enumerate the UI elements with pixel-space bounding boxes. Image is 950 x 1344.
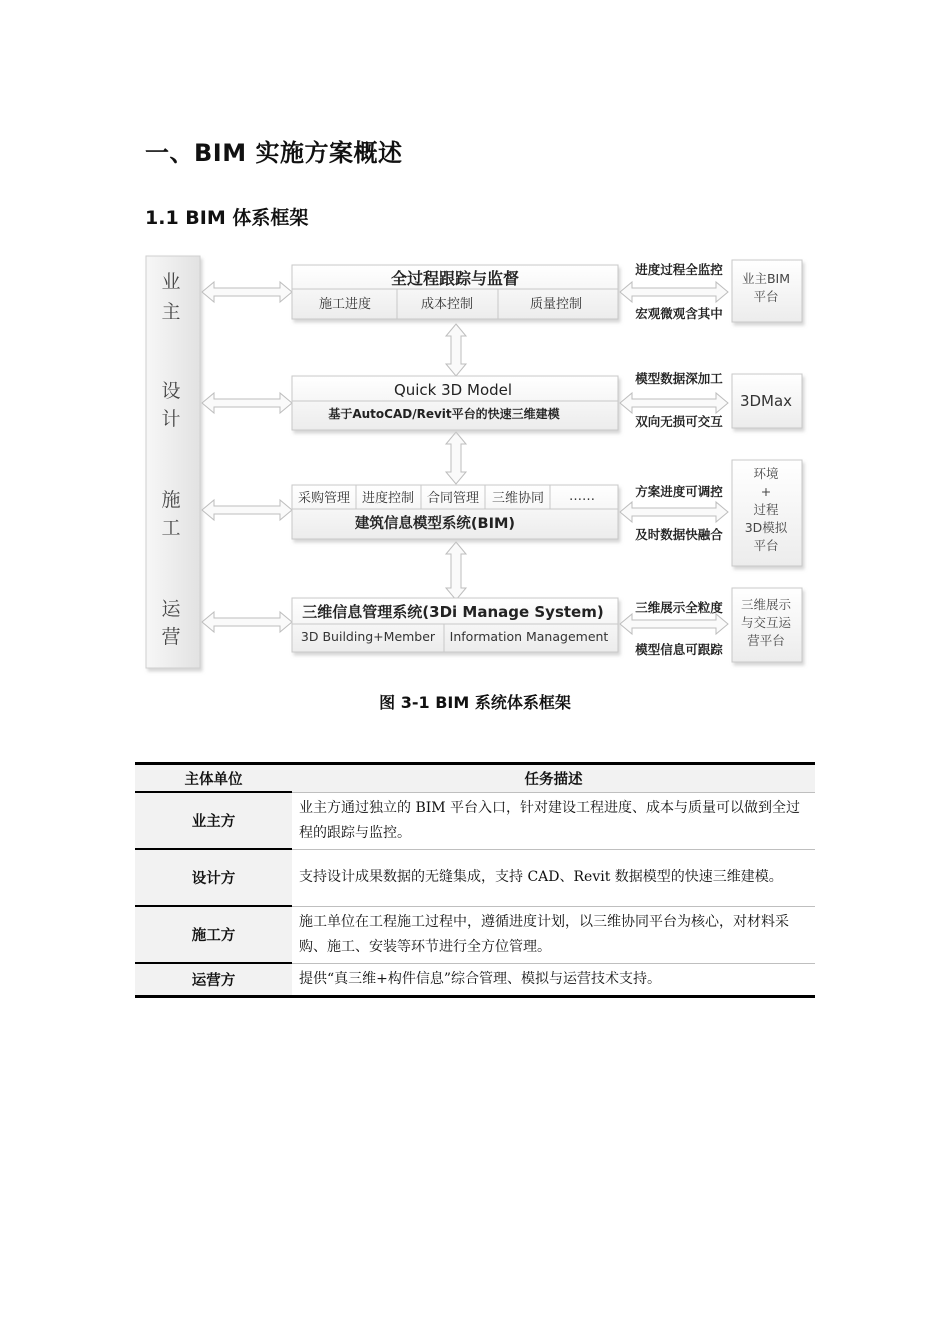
figure-caption: 图 3-1 BIM 系统体系框架 [379, 693, 571, 712]
note-3-top: 方案进度可调控 [635, 484, 723, 499]
bim-sub-more: …… [569, 489, 595, 504]
note-1-top: 进度过程全监控 [635, 262, 723, 277]
platform-sim-line3: 过程 [753, 502, 779, 517]
quick3d-sub: 基于AutoCAD/Revit平台的快速三维建模 [328, 407, 560, 421]
3di-sub-info: Information Management [449, 629, 609, 644]
desc-cell: 支持设计成果数据的无缝集成，支持 CAD、Revit 数据模型的快速三维建模。 [292, 849, 815, 906]
tracking-sub-quality: 质量控制 [529, 297, 583, 312]
desc-cell: 施工单位在工程施工过程中，遵循进度计划，以三维协同平台为核心，对材料采购、施工、安装等环节进行全方位管理。 [292, 906, 815, 963]
3di-title: 三维信息管理系统(3Di Manage System) [302, 603, 604, 621]
desc-cell: 提供“真三维+构件信息”综合管理、模拟与运营技术支持。 [292, 963, 815, 996]
unit-cell: 施工方 [135, 906, 292, 963]
role-operate-char2: 营 [161, 626, 181, 648]
role-owner-char2: 主 [161, 301, 181, 323]
platform-ops-line2: 与交互运 [740, 615, 792, 630]
bim-sub-procurement: 采购管理 [297, 491, 351, 506]
platform-owner-line1: 业主BIM [741, 271, 791, 286]
platform-owner-line2: 平台 [753, 289, 779, 304]
role-construct-char2: 工 [161, 517, 181, 539]
role-operate-char1: 运 [161, 598, 181, 620]
right-arrows [620, 282, 728, 634]
vertical-arrows [446, 324, 466, 600]
platform-sim-line2: + [760, 484, 772, 499]
note-1-bottom: 宏观微观含其中 [635, 306, 723, 321]
platform-ops-line3: 营平台 [747, 633, 785, 648]
bim-sub-collab: 三维协同 [491, 491, 545, 506]
table-row [135, 849, 815, 906]
table-header-row [135, 764, 815, 793]
table-row [135, 906, 815, 963]
3di-sub-building: 3D Building+Member [300, 629, 436, 644]
note-4-bottom: 模型信息可跟踪 [635, 642, 723, 657]
bim-sub-schedule: 进度控制 [361, 491, 415, 506]
role-construct-char1: 施 [161, 489, 181, 511]
unit-cell: 运营方 [135, 963, 292, 996]
tracking-sub-schedule: 施工进度 [318, 297, 372, 312]
desc-cell: 业主方通过独立的 BIM 平台入口，针对建设工程进度、成本与质量可以做到全过程的跟踪与监控。 [292, 792, 815, 849]
header-unit: 主体单位 [135, 764, 292, 793]
quick3d-title: Quick 3D Model [393, 381, 513, 399]
left-arrows [202, 282, 292, 632]
note-2-top: 模型数据深加工 [635, 371, 723, 386]
platform-sim-line4: 3D模拟 [744, 520, 788, 535]
task-table [135, 762, 815, 998]
role-design-char2: 计 [161, 408, 181, 430]
unit-cell: 设计方 [135, 849, 292, 906]
platform-ops-line1: 三维展示 [740, 597, 792, 612]
note-4-top: 三维展示全粒度 [635, 600, 723, 615]
platform-3dmax: 3DMax [739, 392, 793, 410]
table-row [135, 963, 815, 996]
tracking-sub-cost: 成本控制 [420, 297, 474, 312]
platform-sim-line5: 平台 [753, 538, 779, 553]
header-desc: 任务描述 [292, 764, 815, 793]
subsection-heading: 1.1 BIM 体系框架 [145, 207, 309, 229]
role-design-char1: 设 [161, 380, 181, 402]
note-2-bottom: 双向无损可交互 [635, 414, 723, 429]
tracking-title: 全过程跟踪与监督 [390, 269, 520, 288]
table-row [135, 792, 815, 849]
bim-sub-contract: 合同管理 [426, 491, 480, 506]
note-3-bottom: 及时数据快融合 [635, 527, 723, 542]
bim-framework-diagram [140, 250, 820, 680]
unit-cell: 业主方 [135, 792, 292, 849]
bim-title: 建筑信息模型系统(BIM) [354, 516, 516, 532]
section-heading: 一、BIM 实施方案概述 [145, 139, 403, 167]
role-owner-char1: 业 [161, 271, 181, 293]
platform-sim-line1: 环境 [753, 466, 779, 481]
